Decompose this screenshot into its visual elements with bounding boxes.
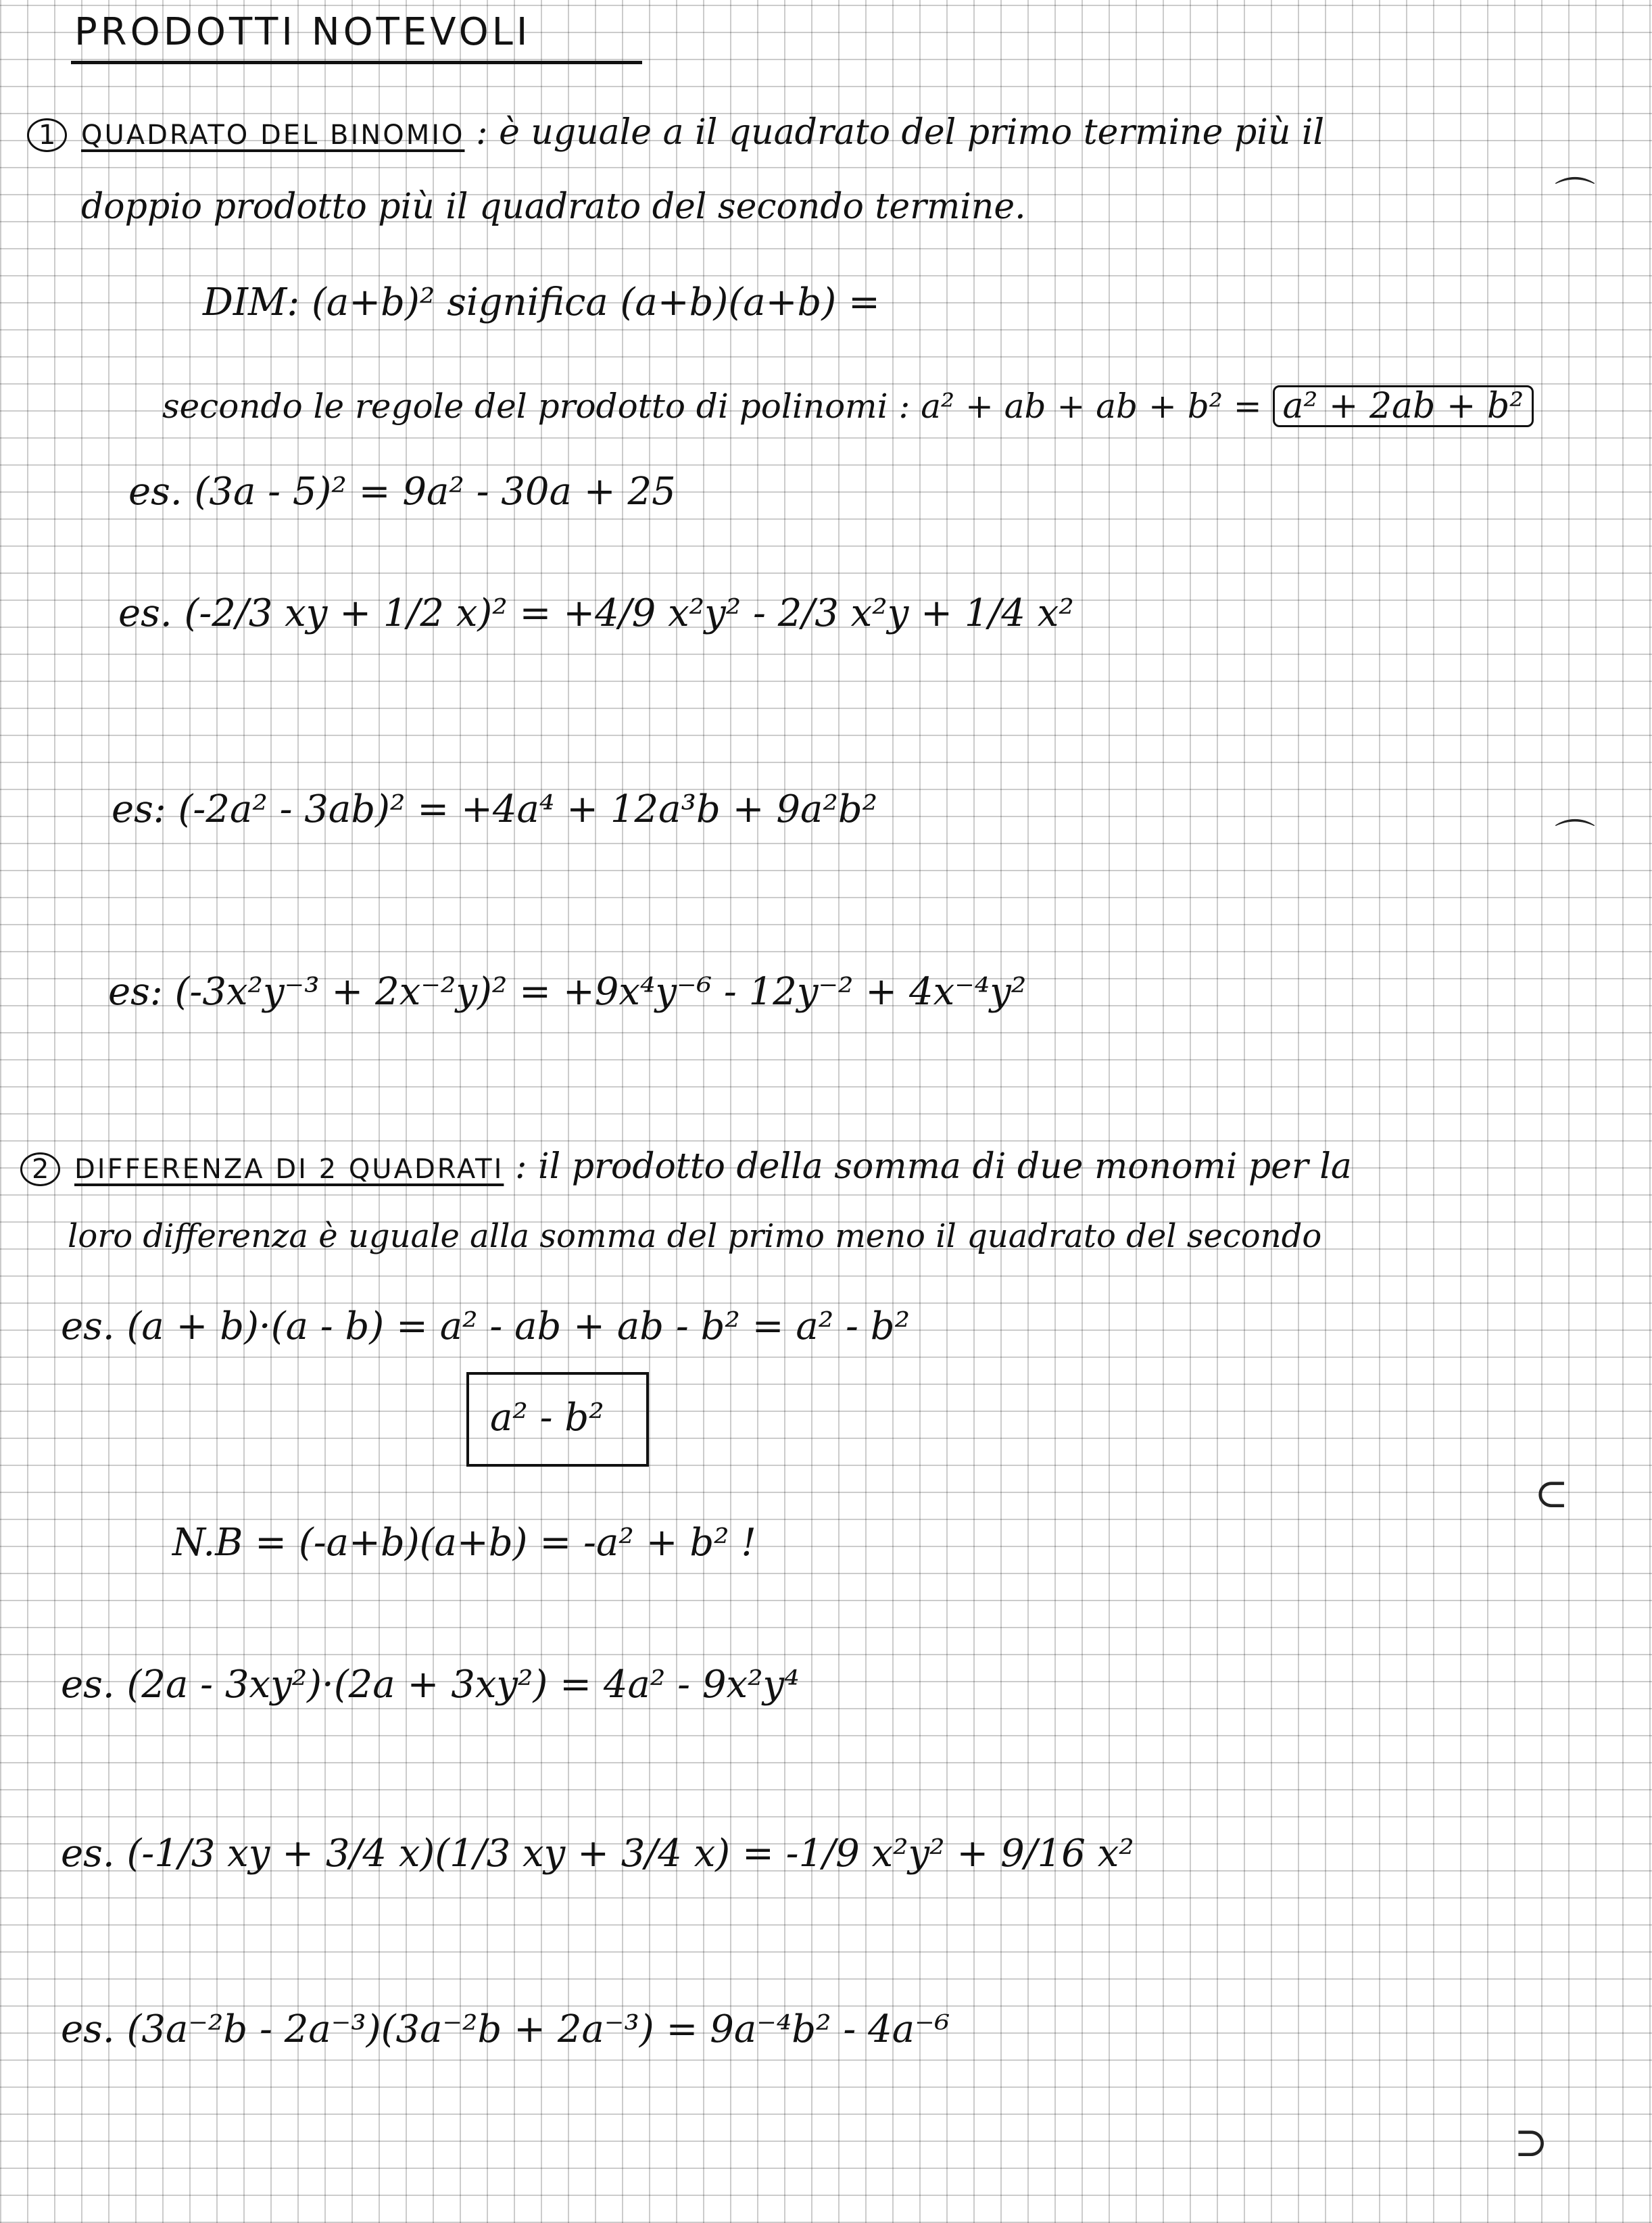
binder-mark-4: ⊃ [1514,2119,1549,2166]
section1-example-4: es: (-3x²y⁻³ + 2x⁻²y)² = +9x⁴y⁻⁶ - 12y⁻² + 4x⁻⁴y² [108,970,1027,1014]
section1-number: 1 [27,118,67,152]
section1-rule-text: secondo le regole del prodotto di polinomi : a² + ab + ab + b² = [162,387,1262,426]
section2-example-1: es. (2a - 3xy²)·(2a + 3xy²) = 4a² - 9x²y⁴ [61,1663,800,1707]
section1-dim: DIM: (a+b)² significa (a+b)(a+b) = [203,280,880,324]
section2-text-line2: loro differenza è uguale alla somma del primo meno il quadrato del secondo [68,1217,1322,1255]
section1-example-3: es: (-2a² - 3ab)² = +4a⁴ + 12a³b + 9a²b² [112,787,878,831]
section1-heading [27,112,1325,153]
section1-rule [162,385,1534,427]
section1-example-2: es. (-2/3 xy + 1/2 x)² = +4/9 x²y² - 2/3 x²y + 1/4 x² [118,591,1074,635]
section1-label: QUADRATO DEL BINOMIO [80,120,465,151]
section2-example-2: es. (-1/3 xy + 3/4 x)(1/3 xy + 3/4 x) = -1/9 x²y² + 9/16 x² [61,1832,1134,1876]
section2-heading [20,1146,1352,1187]
section2-example-3: es. (3a⁻²b - 2a⁻³)(3a⁻²b + 2a⁻³) = 9a⁻⁴b² - 4a⁻⁶ [61,2007,950,2051]
page-title: PRODOTTI NOTEVOLI [74,10,531,54]
section2-number: 2 [20,1152,60,1186]
title-underline [71,61,642,64]
binder-mark-2: ⌒ [1555,816,1595,864]
binder-mark-1: ⌒ [1555,174,1595,222]
section2-example-main: es. (a + b)·(a - b) = a² - ab + ab - b² = a² - b² [61,1304,910,1348]
section1-text-line1: : è uguale a il quadrato del primo termine più il [476,112,1325,153]
section1-text-line2: doppio prodotto più il quadrato del secondo termine. [81,187,1026,227]
section1-rule-result: a² + 2ab + b² [1273,385,1534,427]
section2-text-line1: : il prodotto della somma di due monomi per la [514,1146,1352,1187]
section1-example-1: es. (3a - 5)² = 9a² - 30a + 25 [128,470,676,514]
binder-mark-3: ⊂ [1534,1470,1569,1517]
section2-nb: N.B = (-a+b)(a+b) = -a² + b² ! [172,1521,756,1565]
section2-label: DIFFERENZA DI 2 QUADRATI [74,1154,504,1185]
section2-boxed-text: a² - b² [490,1396,604,1440]
